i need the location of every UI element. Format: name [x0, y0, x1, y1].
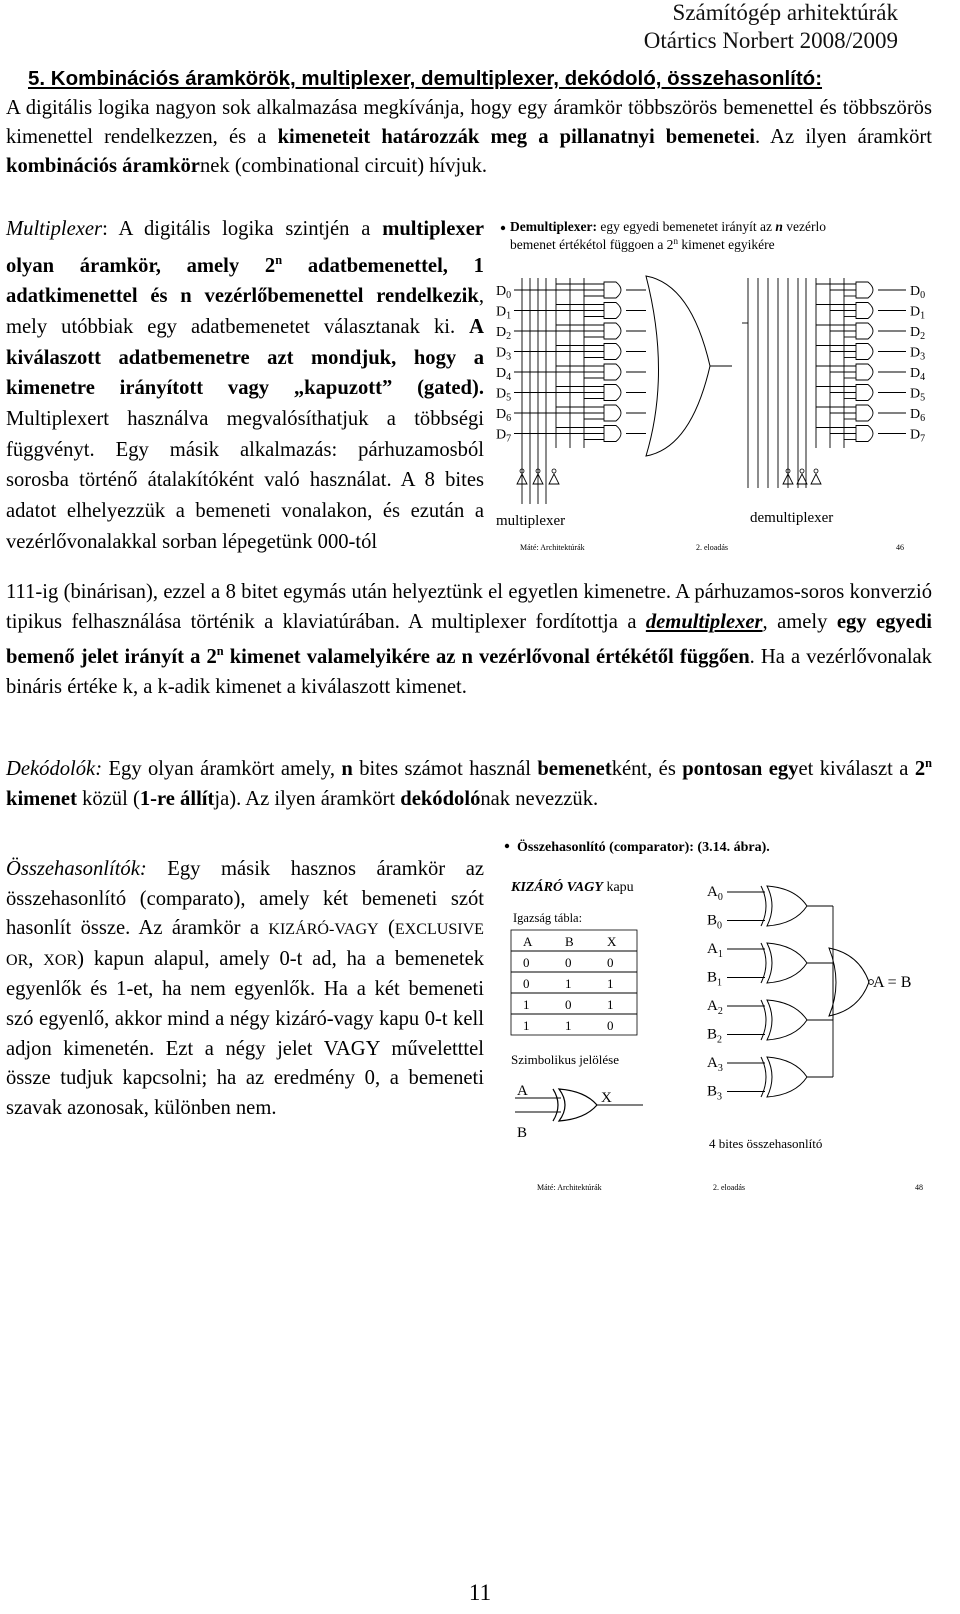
- mux-input-d5: $D_5$: [496, 386, 512, 404]
- mux-input-d7: $D_7$: [496, 427, 512, 445]
- truth-table-cell: 0: [565, 997, 572, 1012]
- truth-table-header: B: [565, 934, 574, 949]
- truth-table-cell: 0: [607, 955, 614, 970]
- truth-table-cell: 0: [523, 976, 530, 991]
- comparator-inputs: [707, 884, 873, 1103]
- inverter: [797, 474, 807, 484]
- demultiplexer-term: demultiplexer: [645, 610, 763, 633]
- dec-bold-5: kimenet: [6, 787, 77, 810]
- and-gate: [856, 426, 873, 442]
- decoder-paragraph: [6, 748, 932, 814]
- and-gate: [604, 405, 621, 421]
- figure-comparator: [503, 838, 943, 1200]
- comparator-input-a3: $A_3$: [707, 1055, 723, 1074]
- fig2-caption: Összehasonlító (comparator): (3.14. ábra).: [517, 840, 770, 855]
- multiplexer-paragraph: [6, 214, 484, 558]
- mux-bold-6: kimenet valamelyikére az n vezérlővonal értékétől függően: [223, 646, 750, 669]
- mux-input-d2: $D_2$: [496, 325, 512, 342]
- or-gate: [829, 948, 869, 1016]
- and-gate: [604, 303, 621, 319]
- mux-text-4: 111-ig (binárisan), ezzel a 8 bitet egymás után helyeztünk el egyetlen kimenetre. A párhuzamos-soros konverzió tipikus felhasználása történik a klaviatúrában. A multiplexer fordítottja a: [6, 581, 932, 633]
- dec-bold-1: n: [341, 757, 353, 780]
- comparator-output: A = B: [873, 974, 912, 991]
- truth-table-cell: 1: [523, 1018, 530, 1033]
- fig2-footer-right: 48: [915, 1183, 923, 1192]
- mux-input-d4: $D_4$: [496, 366, 512, 383]
- fig1-caption-line2: bemenet értékétol függoen a 2$^n$ kimenet egyikére: [510, 236, 775, 252]
- mux-text-3: Multiplexert használva megvalósíthatjuk a többségi függvényt. Egy másik alkalmazás: párhuzamosból sorosba történő átalakítóként való használat. A 8 bites adatot elhelyezzük a bemeneti vonalakon, és ezután a vezérlővonalakkal sorban lépegetünk 000-tól: [6, 408, 484, 553]
- truth-table-cell: 0: [565, 955, 572, 970]
- multiplexer-paragraph-cont: [6, 578, 932, 702]
- demux-output-d2: $D_2$: [910, 325, 926, 342]
- comparator-input-a2: $A_2$: [707, 998, 723, 1017]
- mux-bold-3: A kiválaszott adatbemenetre azt mondjuk, hogy a kimenetre irányított vagy „kapuzott” (gated).: [6, 315, 484, 400]
- mux-bold-2: adatbemenettel, 1 adatkimenettel és n vezérlőbemenettel rendelkezik: [6, 254, 484, 308]
- header-author: Otártics Norbert 2008/2009: [643, 28, 898, 53]
- comparator-input-a1: $A_1$: [707, 941, 723, 960]
- inverter-bubble: [800, 469, 804, 473]
- mux-input-d3: $D_3$: [496, 345, 512, 363]
- cmp-sc-1: KIZÁRÓ-VAGY: [268, 921, 379, 939]
- dec-bold-6: 1-re állít: [139, 787, 215, 810]
- mux-input-labels: [496, 284, 511, 445]
- fig1-caption-line1: Demultiplexer: egy egyedi bemenetet irányít az n vezérlo: [510, 219, 827, 234]
- and-gate: [856, 344, 873, 360]
- truth-table-cell: 0: [523, 955, 530, 970]
- demux-output-d1: $D_1$: [910, 304, 926, 322]
- comparator-input-a0: $A_0$: [707, 884, 723, 903]
- xor-gate: [767, 943, 807, 983]
- xor-gate: [767, 886, 807, 926]
- comparator-paragraph: [6, 855, 484, 1123]
- truth-table-header: A: [523, 934, 533, 949]
- mux-input-d6: $D_6$: [496, 407, 512, 424]
- dec-bold-2: bemenet: [537, 757, 612, 780]
- comparator-diagram: [503, 838, 943, 1200]
- and-gate: [604, 385, 621, 401]
- intro-text-1: A digitális logika nagyon sok alkalmazása megkívánja, hogy egy áramkör többszörös bemenettel és többszörös kimenettel rendelkezzen, és a: [6, 97, 932, 148]
- cmp-sc-3: XOR: [43, 951, 78, 969]
- xor-title: KIZÁRÓ VAGY kapu: [511, 880, 634, 895]
- mux-text-1: : A digitális logika szintjén a: [102, 218, 383, 240]
- intro-bold-1: kimeneteit határozzák meg a pillanatnyi bemenetei: [277, 125, 756, 148]
- demux-output-d3: $D_3$: [910, 345, 926, 363]
- and-gate: [604, 364, 621, 380]
- demux-output-d7: $D_7$: [910, 427, 926, 445]
- demux-output-d6: $D_6$: [910, 407, 926, 424]
- and-gate: [604, 323, 621, 339]
- and-gate: [856, 385, 873, 401]
- mux-text-5: , amely: [762, 610, 837, 633]
- mux-text-6: . Ha a vezérlővonalak bináris értéke k, a k-adik kimenet a kiválaszott kimenet.: [6, 646, 932, 698]
- fig1-generated-lines: [514, 276, 906, 504]
- symbol-title: Szimbolikus jelölése: [511, 1052, 619, 1067]
- figure-mux-demux: [496, 218, 940, 563]
- xor-gate: [767, 1000, 807, 1040]
- and-gate: [856, 303, 873, 319]
- inverter-bubble: [814, 469, 818, 473]
- xor-input-b: B: [517, 1125, 528, 1141]
- mux-input-d0: $D_0$: [496, 284, 512, 301]
- comparator-input-b2: $B_2$: [707, 1026, 723, 1046]
- demux-output-d5: $D_5$: [910, 386, 926, 404]
- fig2-footer-mid: 2. eloadás: [713, 1183, 745, 1192]
- dec-text-7: nak nevezzük.: [480, 787, 599, 810]
- mux-bold-1: multiplexer olyan áramkör, amely 2: [6, 218, 484, 277]
- dec-text-1: Egy olyan áramkört amely,: [102, 757, 342, 780]
- bullet-icon: [505, 844, 509, 848]
- demux-output-labels: [910, 284, 925, 445]
- intro-text-3: nek (combinational circuit) hívjuk.: [199, 154, 488, 177]
- inverter: [811, 474, 821, 484]
- dec-text-2: bites számot használ: [352, 757, 538, 780]
- dec-text-3: ként, és: [611, 757, 683, 780]
- section-title: 5. Kombinációs áramkörök, multiplexer, demultiplexer, dekódoló, összehasonlító:: [28, 67, 823, 90]
- intro-paragraph: [6, 94, 932, 181]
- cmp-text-2: (: [378, 917, 395, 940]
- bullet-icon: [501, 226, 505, 230]
- cmp-text-3: ,: [28, 947, 44, 970]
- truth-table-header: X: [607, 934, 617, 949]
- and-gate: [604, 344, 621, 360]
- cmp-sc-2: EXCLUSIVE OR: [6, 921, 484, 969]
- dec-text-4: et kiválaszt a: [798, 757, 915, 780]
- and-gate: [604, 282, 621, 298]
- comparator-input-b1: $B_1$: [707, 969, 723, 989]
- and-gate: [856, 364, 873, 380]
- fig1-footer-left: Máté: Architektúrák: [520, 543, 585, 552]
- decoder-term: Dekódolók:: [6, 757, 103, 780]
- mux-input-d1: $D_1$: [496, 304, 512, 322]
- fig1-footer-mid: 2. eloadás: [696, 543, 728, 552]
- truth-table-title: Igazság tábla:: [513, 911, 583, 925]
- mux-sup-2: n: [216, 644, 224, 659]
- mux-bold-5: egy egyedi bemenő jelet irányít a 2: [6, 610, 932, 669]
- dec-text-5: közül (: [76, 787, 140, 810]
- fig1-footer-right: 46: [896, 543, 904, 552]
- mux-sup-1: n: [275, 252, 283, 267]
- dec-bold-7: dekódoló: [400, 787, 481, 810]
- header-course: Számítógép arhitektúrák: [672, 0, 898, 25]
- intro-bold-2: kombinációs áramkör: [6, 154, 200, 177]
- intro-text-2: . Az ilyen áramkört: [755, 125, 932, 148]
- xor-input-a: A: [517, 1083, 528, 1099]
- truth-table-cell: 1: [607, 997, 614, 1012]
- xor-gate: [767, 1057, 807, 1097]
- inverter-bubble: [552, 469, 556, 473]
- and-gate: [604, 426, 621, 442]
- comparator-caption: 4 bites összehasonlító: [709, 1136, 823, 1151]
- xor-output-x: X: [601, 1090, 612, 1106]
- and-gate: [856, 405, 873, 421]
- and-gate: [856, 282, 873, 298]
- dec-sup: n: [925, 756, 932, 770]
- demux-output-d0: $D_0$: [910, 284, 926, 301]
- mux-text-2: , mely utóbbiak egy adatbemenetet választanak ki.: [6, 285, 484, 338]
- and-gate: [856, 323, 873, 339]
- truth-table-cell: 1: [565, 1018, 572, 1033]
- comparator-term: Összehasonlítók:: [6, 858, 147, 880]
- multiplexer-term: Multiplexer: [6, 218, 103, 240]
- demultiplexer-label: demultiplexer: [750, 510, 834, 526]
- xor-gate-symbol: [515, 1089, 643, 1121]
- comparator-input-b3: $B_3$: [707, 1083, 723, 1103]
- truth-table-cell: 1: [523, 997, 530, 1012]
- truth-table-cell: 1: [607, 976, 614, 991]
- cmp-text-4: ) kapun alapul, amely 0-t ad, ha a bemenetek egyenlők és 1-et, ha nem egyenlők. Ha a két bemeneti szó egyenlő, akkor mind a négy kizáró-vagy kapu 0-t kell adjon kimenetén. Ezt a négy jelet VAGY műveletttel össze tudjuk kapcsolni; ha az eredmény 0, a bemeneti szavak azonosak, különben nem.: [6, 947, 485, 1119]
- truth-table: [511, 930, 637, 1035]
- truth-table-cell: 1: [565, 976, 572, 991]
- cmp-text-1: Egy másik hasznos áramkör az összehasonlító (comparato), amely két bemeneti szót hasonlít össze. Az áramkör a: [6, 858, 484, 940]
- mux-demux-diagram: [496, 218, 940, 563]
- comparator-input-b0: $B_0$: [707, 912, 723, 932]
- or-gate: [646, 276, 710, 456]
- truth-table-cell: 0: [607, 1018, 614, 1033]
- page-number: 11: [468, 1580, 492, 1605]
- dec-text-6: ja). Az ilyen áramkört: [214, 787, 401, 810]
- dec-bold-4: 2: [914, 757, 926, 780]
- demux-output-d4: $D_4$: [910, 366, 926, 383]
- dec-bold-3: pontosan egy: [682, 757, 799, 780]
- inverter: [549, 474, 559, 484]
- fig2-footer-left: Máté: Architektúrák: [537, 1183, 602, 1192]
- multiplexer-label: multiplexer: [496, 513, 566, 529]
